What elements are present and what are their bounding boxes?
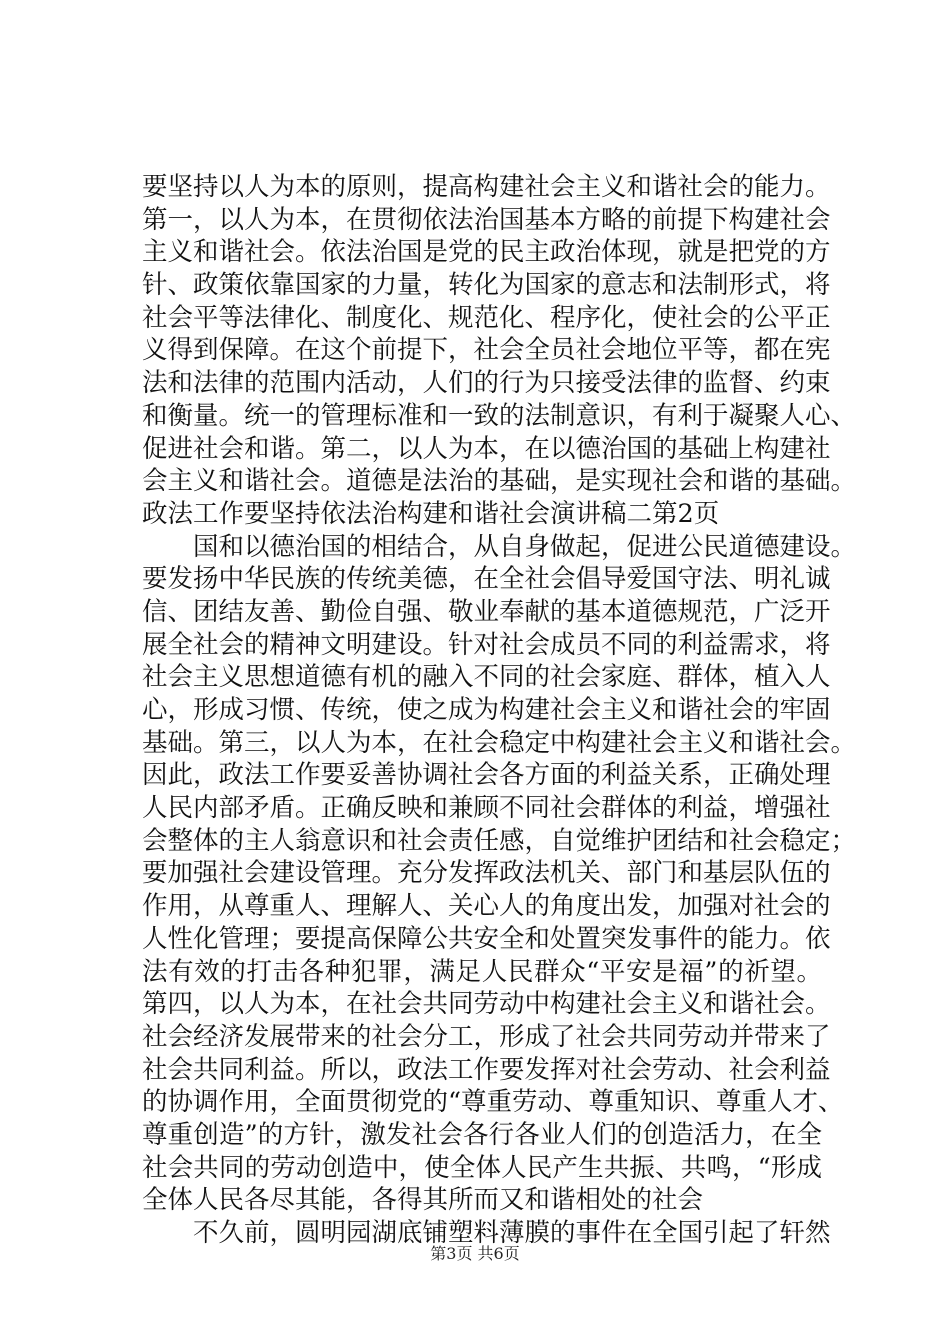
text-line: 人民内部矛盾。正确反映和兼顾不同社会群体的利益，增强社	[142, 793, 831, 824]
text-line: 尊重创造”的方针，激发社会各行各业人们的创造活力，在全	[142, 1119, 822, 1150]
text-line: 要加强社会建设管理。充分发挥政法机关、部门和基层队伍的	[142, 858, 831, 889]
text-line: 第四，以人为本，在社会共同劳动中构建社会主义和谐社会。	[142, 989, 831, 1020]
text-line: 主义和谐社会。依法治国是党的民主政治体现，就是把党的方	[142, 237, 831, 268]
text-line: 和衡量。统一的管理标准和一致的法制意识，有利于凝聚人心、	[142, 400, 857, 431]
text-line: 会整体的主人翁意识和社会责任感，自觉维护团结和社会稳定；	[142, 825, 857, 856]
text-line: 社会共同利益。所以，政法工作要发挥对社会劳动、社会利益	[142, 1054, 831, 1085]
text-line: 因此，政法工作要妥善协调社会各方面的利益关系，正确处理	[142, 760, 831, 791]
text-line: 国和以德治国的相结合，从自身做起，促进公民道德建设。	[193, 531, 857, 562]
text-line: 会主义和谐社会。道德是法治的基础，是实现社会和谐的基础。	[142, 466, 857, 497]
body-text	[142, 171, 857, 1250]
text-line: 基础。第三，以人为本，在社会稳定中构建社会主义和谐社会。	[142, 727, 857, 758]
text-line: 心，形成习惯、传统，使之成为构建社会主义和谐社会的牢固	[142, 695, 831, 725]
text-line: 社会共同的劳动创造中，使全体人民产生共振、共鸣，“形成	[142, 1152, 822, 1183]
text-line: 法和法律的范围内活动，人们的行为只接受法律的监督、约束	[142, 368, 831, 399]
text-line: 社会经济发展带来的社会分工，形成了社会共同劳动并带来了	[142, 1021, 831, 1052]
text-line: 人性化管理；要提高保障公共安全和处置突发事件的能力。依	[142, 923, 831, 954]
text-line: 要发扬中华民族的传统美德，在全社会倡导爱国守法、明礼诚	[142, 564, 831, 595]
text-line: 针、政策依靠国家的力量，转化为国家的意志和法制形式，将	[142, 270, 831, 301]
text-line: 要坚持以人为本的原则，提高构建社会主义和谐社会的能力。	[142, 172, 831, 202]
text-line: 社会平等法律化、制度化、规范化、程序化，使社会的公平正	[142, 302, 831, 333]
text-line: 法有效的打击各种犯罪，满足人民群众“平安是福”的祈望。	[142, 956, 822, 987]
text-line: 展全社会的精神文明建设。针对社会成员不同的利益需求，将	[142, 629, 831, 660]
text-line: 促进社会和谐。第二，以人为本，在以德治国的基础上构建社	[142, 433, 831, 464]
text-line: 作用，从尊重人、理解人、关心人的角度出发，加强对社会的	[142, 891, 831, 922]
text-line: 的协调作用，全面贯彻党的“尊重劳动、尊重知识、尊重人才、	[142, 1087, 844, 1118]
text-line: 不久前，圆明园湖底铺塑料薄膜的事件在全国引起了轩然	[193, 1218, 831, 1248]
text-line: 义得到保障。在这个前提下，社会全员社会地位平等，都在宪	[142, 335, 831, 366]
text-line: 社会主义思想道德有机的融入不同的社会家庭、群体，植入人	[142, 662, 831, 693]
text-line: 信、团结友善、勤俭自强、敬业奉献的基本道德规范，广泛开	[142, 596, 831, 627]
text-line: 第一，以人为本，在贯彻依法治国基本方略的前提下构建社会	[142, 204, 831, 235]
page-number-footer: 第3页 共6页	[430, 1244, 520, 1263]
text-line: 政法工作要坚持依法治构建和谐社会演讲稿二第2页	[142, 498, 720, 529]
text-line: 全体人民各尽其能，各得其所而又和谐相处的社会	[142, 1185, 704, 1216]
